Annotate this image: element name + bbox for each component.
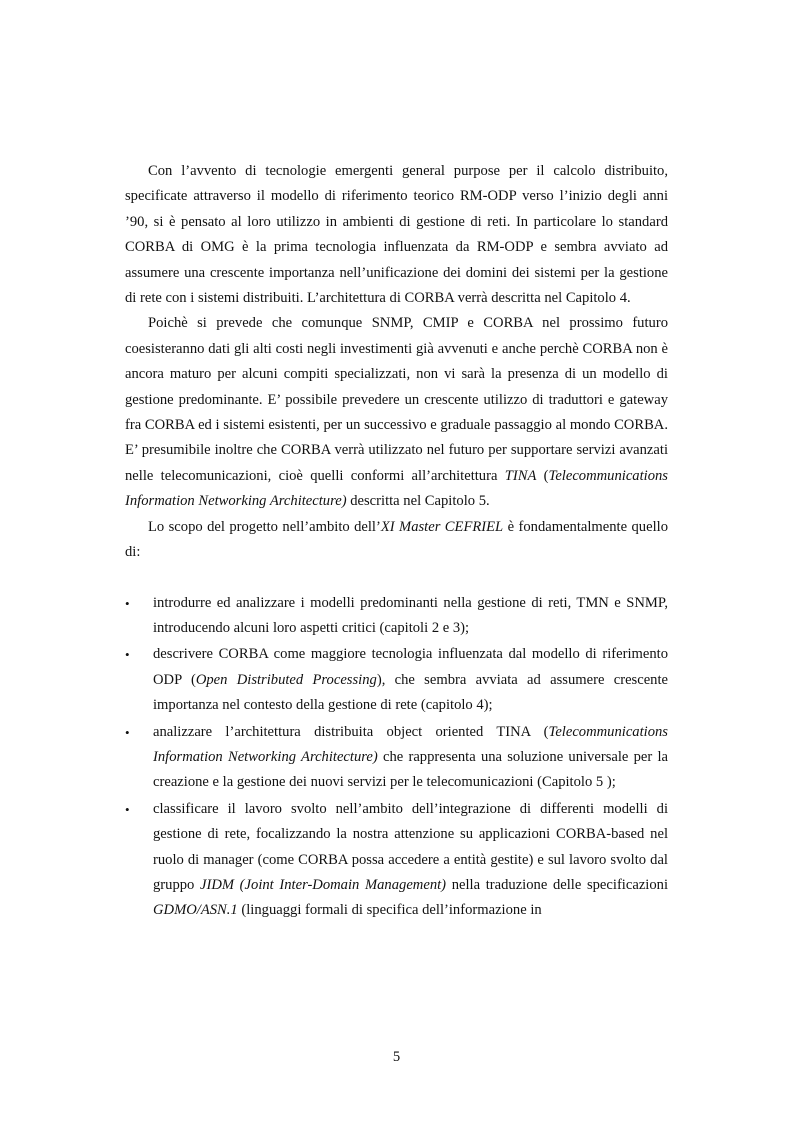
list-item (125, 797, 668, 924)
paragraph (125, 311, 668, 514)
bullet-icon: • (125, 647, 130, 663)
bullet-icon: • (125, 724, 130, 740)
text-run: Con l’avvento di tecnologie emergenti general purpose per il calcolo distribuito, specificate attraverso il modello di riferimento teorico RM-ODP verso l’inizio degli anni ’90, si è pensato al loro utilizzo in ambienti di gestione di reti. In particolare lo standard CORBA di OMG è la prima tecnologia influenzata da RM-ODP e sembra avviato ad assumere una crescente importanza nell’unificazione dei domini dei sistemi per la gestione di rete con i sistemi distribuiti. L’architettura di CORBA verrà descritta nel Capitolo 4. (125, 163, 668, 307)
text-run: introdurre ed analizzare i modelli predominanti nella gestione di reti, TMN e SNMP, introducendo alcuni loro aspetti critici (capitoli 2 e 3); (153, 594, 668, 636)
list-item (125, 720, 668, 796)
bullet-icon: • (125, 801, 130, 817)
text-run: Poichè si prevede che comunque SNMP, CMIP e CORBA nel prossimo futuro coesisteranno dati gli alti costi negli investimenti già avvenuti e anche perchè CORBA non è ancora maturo per alcuni compiti specializzati, non vi sarà la presenza di un modello di gestione predominante. E’ possibile prevedere un crescente utilizzo di traduttori e gateway fra CORBA ed i sistemi esistenti, per un successivo e graduale passaggio al mondo CORBA. E’ presumibile inoltre che CORBA verrà utilizzato nel futuro per supportare servizi avanzati nelle telecomunicazioni, cioè quelli conformi all’architettura (125, 315, 668, 484)
objectives-list (125, 591, 668, 924)
text-run: classificare il lavoro svolto nell’ambito dell’integrazione di differenti modelli di gestione di rete, focalizzando la nostra attenzione su applicazioni CORBA-based nel ruolo di manager (come CORBA possa accedere a entità gestite) e sul lavoro svolto dal gruppo (153, 800, 668, 893)
text-run: è fondamentalmente quello di: (125, 518, 668, 561)
paragraph-spacer (125, 566, 668, 591)
italic-text: TINA (504, 467, 537, 484)
list-item-text (153, 646, 668, 713)
page-number: 5 (392, 1049, 401, 1065)
italic-text: Telecommunications Information Networking Architecture) (125, 467, 668, 510)
italic-text: Open Distributed Processing (195, 671, 377, 688)
text-run: che rappresenta una soluzione universale per la creazione e la gestione dei nuovi servizi per le telecomunicazioni (Capitolo 5 ); (153, 748, 669, 791)
italic-text: GDMO/ASN.1 (153, 902, 238, 919)
text-run: ), che sembra avviata ad assumere crescente importanza nel contesto della gestione di rete (capitolo 4); (153, 671, 669, 714)
italic-text: JIDM (Joint Inter-Domain Management) (200, 876, 447, 893)
list-item-text (153, 595, 668, 636)
text-run: (linguaggi formali di specifica dell’informazione in (237, 902, 542, 919)
bullet-icon: • (125, 595, 130, 611)
text-run: descritta nel Capitolo 5. (346, 493, 490, 510)
paragraph (125, 515, 668, 566)
italic-text: XI Master CEFRIEL (380, 518, 504, 535)
list-item (125, 591, 668, 642)
italic-text: Telecommunications Information Networking Architecture) (153, 723, 668, 765)
text-run: Lo scopo del progetto nell’ambito dell’ (148, 518, 381, 535)
list-item-text (153, 801, 668, 919)
text-run: nella traduzione delle specificazioni (446, 876, 668, 893)
text-run: analizzare l’architettura distribuita object oriented TINA ( (153, 723, 549, 740)
text-run: ( (536, 467, 549, 484)
list-item (125, 642, 668, 718)
list-item-text (153, 724, 668, 791)
page-body (125, 159, 668, 925)
text-run: descrivere CORBA come maggiore tecnologia influenzata dal modello di riferimento ODP ( (153, 646, 668, 688)
paragraph (125, 159, 668, 311)
